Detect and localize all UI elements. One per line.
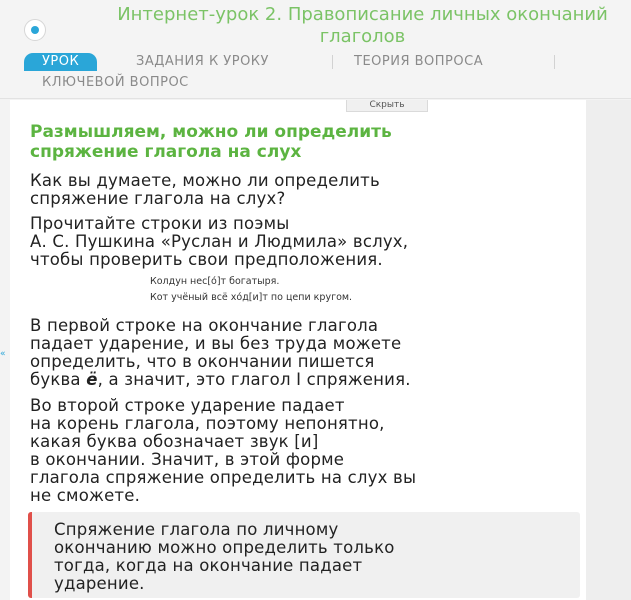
header-divider: [0, 98, 631, 99]
lesson-content: [10, 100, 586, 600]
rule-note-text: Спряжение глагола по личному окончанию можно определить только тогда, когда на окончание падает ударение.: [54, 520, 395, 593]
tab-assignments[interactable]: ЗАДАНИЯ К УРОКУ: [136, 54, 269, 69]
back-button[interactable]: [24, 19, 46, 41]
tab-key-question[interactable]: КЛЮЧЕВОЙ ВОПРОС: [42, 75, 189, 90]
paragraph-read: Прочитайте строки из поэмы А. С. Пушкина «Руслан и Людмила» вслух, чтобы проверить свои предположения.: [30, 214, 409, 269]
tab-lesson[interactable]: УРОК: [24, 53, 97, 71]
hide-button[interactable]: Скрыть: [346, 100, 428, 112]
lesson-title: Интернет-урок 2. Правописание личных окончаний глаголов: [117, 4, 608, 47]
poem-line-2: Кот учёный всё хо́д[и]т по цепи кругом.: [150, 292, 353, 303]
paragraph-first-line: В первой строке на окончание глагола падает ударение, и вы без труда можете определить, что в окончании пишется буква ё, а значит, это глагол I спряжения.: [30, 316, 411, 389]
poem-line-1: Колдун нес[о́]т богатыря.: [150, 276, 280, 287]
paragraph-question: Как вы думаете, можно ли определить спряжение глагола на слух?: [30, 171, 380, 208]
circle-dot-icon: [31, 26, 39, 34]
double-chevron-left-icon[interactable]: «: [0, 349, 6, 359]
header: [0, 0, 631, 98]
section-title: Размышляем, можно ли определить спряжение глагола на слух: [30, 122, 392, 162]
tab-bar: [24, 53, 624, 95]
right-rail: [586, 100, 631, 600]
tab-theory[interactable]: ТЕОРИЯ ВОПРОСА: [354, 54, 484, 69]
rule-note: [28, 512, 580, 598]
tab-divider: [554, 55, 555, 69]
paragraph-second-line: Во второй строке ударение падает на корень глагола, поэтому непонятно, какая буква обозначает звук [и] в окончании. Значит, в этой форме глагола спряжение определить на слух вы не сможете.: [30, 396, 417, 505]
tab-divider: [332, 55, 333, 69]
